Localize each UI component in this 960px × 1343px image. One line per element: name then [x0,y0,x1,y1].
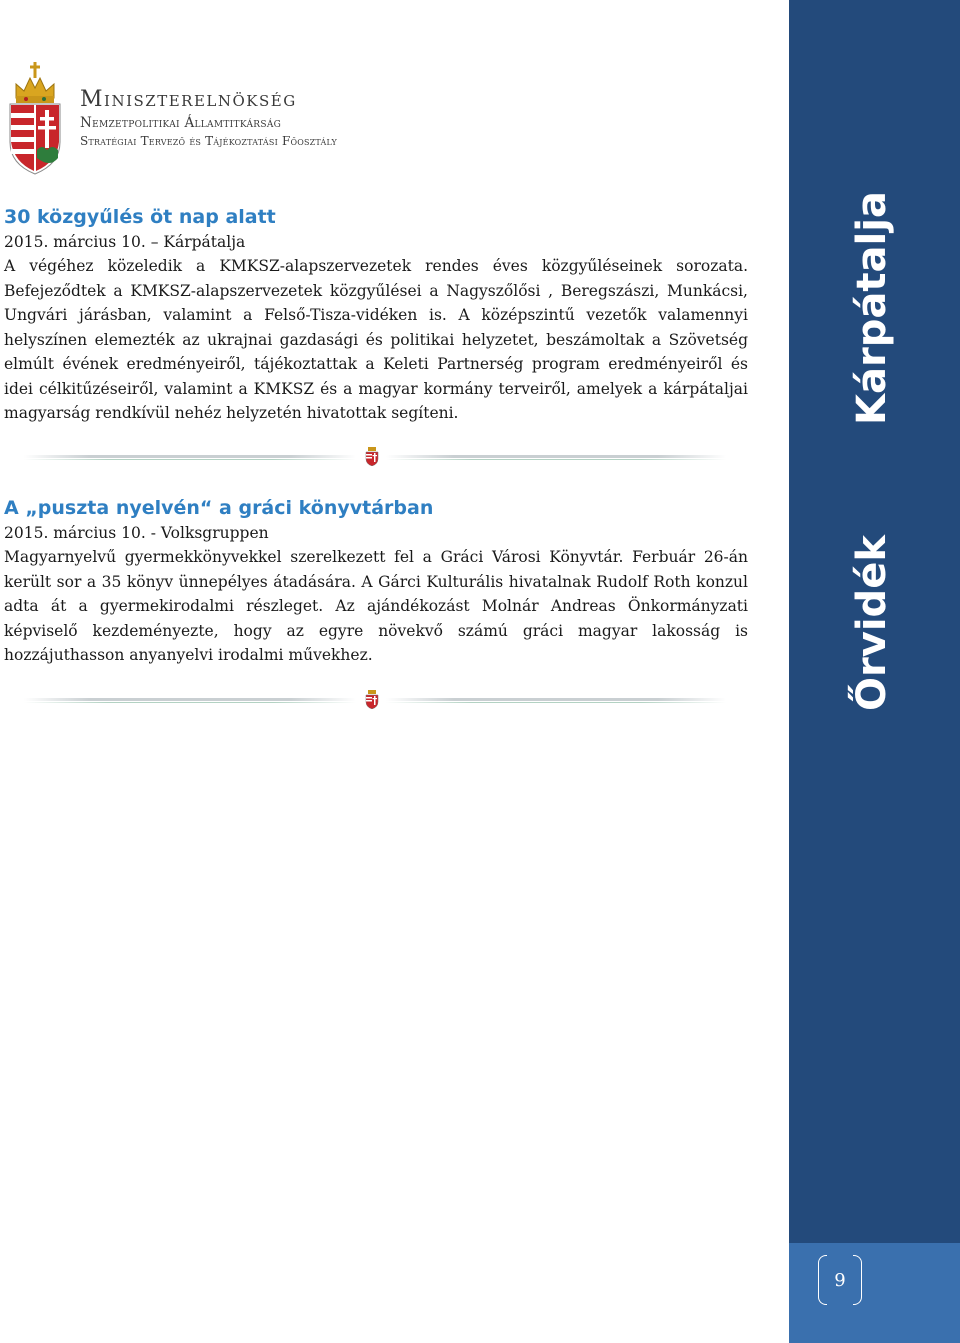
org-subtitle-2: Stratégiai Tervező és Tájékoztatási Főosztály [80,134,337,148]
hungarian-coat-of-arms-icon [6,58,64,176]
section-divider [24,446,726,466]
organization-name-block [80,88,337,149]
org-name: Miniszterelnökség [80,87,297,112]
article-date: 2015. március 10. – Kárpátalja [4,233,246,251]
page-header [0,54,400,179]
article-title: 30 közgyűlés öt nap alatt [4,206,276,228]
page-number: 9 [818,1255,862,1307]
article-2 [4,495,748,668]
article-body: Magyarnyelvű gyermekkönyvekkel szerelkezett fel a Gráci Városi Könyvtár. Ferbuár 26-án került sor a 35 könyv ünnepélyes átadására. A Gárci Kulturális hivatalnak Rudolf Roth konzul adta át a gyermekirodalmi részleget. Az ajándékozást Molnár Andreas Önkormányzati képviselő kezdeményezte, hogy az egyre növekvő számú gráci magyar lakosság is hozzájuthasson anyanyelvi irodalmi művekhez. [4,548,748,664]
article-date: 2015. március 10. - Volksgruppen [4,524,269,542]
page-number-box [789,1243,960,1343]
region-label-karpatalja: Kárpátalja [849,191,895,425]
small-crest-icon [365,446,379,466]
small-crest-icon [365,689,379,709]
article-1 [4,204,748,426]
section-divider [24,689,726,709]
article-title: A „puszta nyelvén“ a gráci könyvtárban [4,497,434,519]
org-subtitle-1: Nemzetpolitikai Államtitkárság [80,115,282,131]
region-label-orvidek: Őrvidék [849,535,895,711]
article-body: A végéhez közeledik a KMKSZ-alapszervezetek rendes éves közgyűléseinek sorozata. Befejeződtek a KMKSZ-alapszervezetek közgyűlései a Nagyszőlősi , Beregszászi, Munkácsi, Ungvári járásban, valamint a Felső-Tisza-vidéken is. A középszintű vezetők valamennyi helyszínen elemezték az ukrajnai gazdasági és politikai helyzetet, beszámoltak a Szövetség elmúlt évének eredményeiről, tájékoztattak a Keleti Partnerség program eredményeiről és idei célkitűzéseiről, valamint a KMKSZ és a magyar kormány terveiről, amelyek a kárpátaljai magyarság rendkívül nehéz helyzetén hivatottak segíteni. [4,257,748,422]
